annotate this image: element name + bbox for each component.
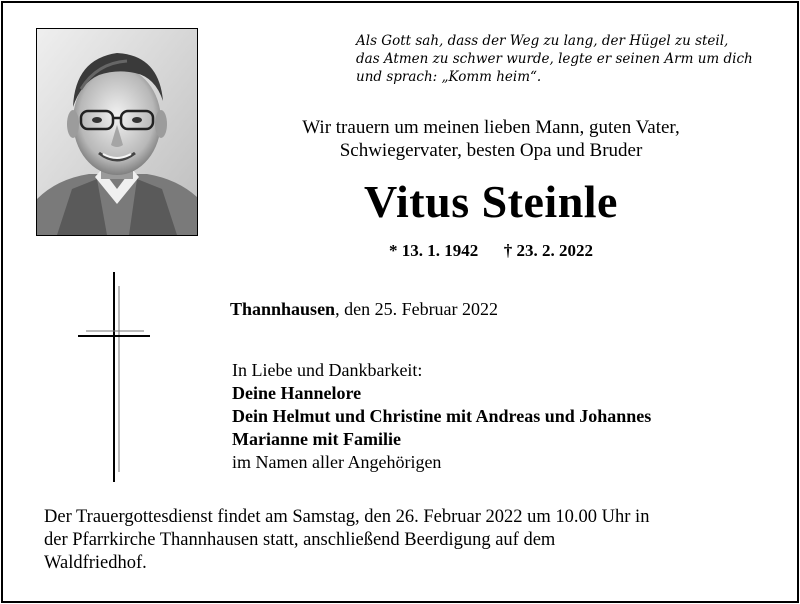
poem-line: das Atmen zu schwer wurde, legte er seinen Arm um dich <box>356 51 753 67</box>
signer-name: Dein Helmut und Christine mit Andreas und Johannes <box>232 406 652 426</box>
service-line: der Pfarrkirche Thannhausen statt, anschließend Beerdigung auf dem <box>44 530 556 550</box>
birth-date: * 13. 1. 1942 <box>389 241 479 260</box>
signers-block <box>232 359 651 474</box>
date-text: , den 25. Februar 2022 <box>335 299 499 319</box>
place-date <box>230 298 498 320</box>
poem-line: und sprach: „Komm heim“. <box>356 69 542 85</box>
intro-line: Schwiegervater, besten Opa und Bruder <box>339 140 643 161</box>
signer-name: Marianne mit Familie <box>232 429 401 449</box>
signers-closing: im Namen aller Angehörigen <box>232 452 442 472</box>
place-name: Thannhausen <box>230 299 336 319</box>
mourning-intro <box>236 116 746 162</box>
service-line: Waldfriedhof. <box>44 553 147 573</box>
portrait-photo <box>36 28 198 236</box>
intro-line: Wir trauern um meinen lieben Mann, guten Vater, <box>302 117 680 138</box>
service-line: Der Trauergottesdienst findet am Samstag, den 26. Februar 2022 um 10.00 Uhr in <box>44 507 650 527</box>
funeral-service-info <box>44 506 764 575</box>
signers-intro: In Liebe und Dankbarkeit: <box>232 360 423 380</box>
cross-icon <box>78 272 154 488</box>
signer-name: Deine Hannelore <box>232 383 362 403</box>
life-dates <box>236 241 746 261</box>
memorial-poem <box>356 32 776 86</box>
deceased-name: Vitus Steinle <box>364 176 618 227</box>
death-date: † 23. 2. 2022 <box>503 241 593 260</box>
poem-line: Als Gott sah, dass der Weg zu lang, der Hügel zu steil, <box>356 33 729 49</box>
